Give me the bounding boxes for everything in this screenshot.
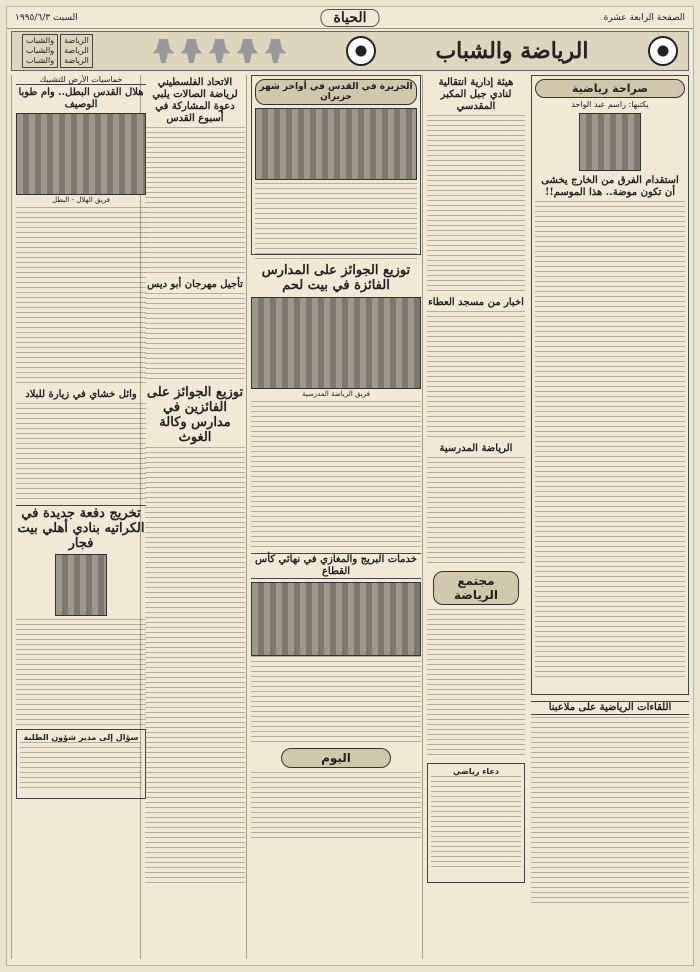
football-icon <box>346 36 376 66</box>
newspaper-page <box>6 6 694 966</box>
community-body <box>427 609 525 759</box>
karate-headline: تخريج دفعة جديدة في الكراتيه بنادي أهلي بيت فجار <box>17 506 145 551</box>
hilal-quds-headline: هلال القدس البطل.. وام طوبا الوصيف <box>18 87 144 110</box>
prayer-title: دعاء رياضي <box>453 767 499 776</box>
section-banner <box>11 31 689 71</box>
runner-icon <box>208 39 230 63</box>
index-box-right <box>60 34 93 68</box>
jazeera-body <box>255 183 417 263</box>
community-badge: مجتمع الرياضة <box>433 571 519 605</box>
unrwa-schools-body <box>145 447 245 887</box>
jazeera-team-photo <box>255 108 417 180</box>
karate-photo <box>55 554 107 616</box>
bureij-team-photo <box>251 582 421 656</box>
runner-icon <box>236 39 258 63</box>
question-box <box>16 729 146 799</box>
index-entry: الرياضة <box>64 46 89 55</box>
index-box-left <box>22 34 58 68</box>
column-title: صراحة رياضية <box>535 79 685 98</box>
opinion-headline: استقدام الفرق من الخارج يخشى أن تكون موضة.. هذا الموسم!! <box>541 175 679 198</box>
jabal-mukaber-headline: هيئة إدارية انتقالية لنادي جبل المكبر المقدسي <box>438 77 514 112</box>
question-body <box>20 742 142 790</box>
bureij-maghazi-headline: خدمات البريج والمغازي في نهائي كأس القطاع <box>251 553 421 579</box>
page-label: الصفحة الرابعة عشرة <box>603 12 685 23</box>
athletes-illustration <box>152 39 286 63</box>
opinion-box <box>531 75 689 695</box>
column-center <box>246 75 421 959</box>
hilal-body <box>16 207 146 387</box>
runner-icon <box>152 39 174 63</box>
football-icon <box>648 36 678 66</box>
index-entry: الرياضة <box>64 36 89 45</box>
index-entry: والشباب <box>26 36 55 45</box>
section-index <box>22 34 93 68</box>
today-body <box>251 772 421 842</box>
section-title: الرياضة والشباب <box>435 38 589 64</box>
tournament-label: خماسيات الأرض للتشبيك <box>16 75 146 85</box>
question-title: سؤال إلى مدير شؤون الطلبة <box>23 733 139 742</box>
jazeera-box <box>251 75 421 255</box>
bethlehem-schools-headline: توزيع الجوائز على المدارس الفائزة في بيت لحم <box>261 263 411 293</box>
jazeera-title: الجزيرة في القدس في أواخر شهر حزيران <box>255 79 417 105</box>
abu-dis-headline: تأجيل مهرجان أبو ديس <box>147 279 243 290</box>
opinion-body-text <box>535 201 685 681</box>
column-news-2 <box>140 75 245 959</box>
index-entry: الرياضة <box>64 56 89 65</box>
school-sports-heading: الرياضة المدرسية <box>439 443 513 454</box>
fixtures-body-text <box>531 717 689 907</box>
today-badge: اليوم <box>281 748 391 768</box>
byline: يكتبها: راسم عبد الواحد <box>571 100 649 109</box>
hilal-photo-caption: فريق الهلال - البطل <box>52 196 110 204</box>
hilal-team-photo <box>16 113 146 195</box>
fixtures-heading: اللقاءات الرياضية على ملاعبنا <box>531 701 689 715</box>
school-sports-body <box>427 457 525 567</box>
wael-khashai-headline: وائل خشاي في زيارة للبلاد <box>25 389 137 400</box>
column-opinion <box>531 75 689 959</box>
index-entry: والشباب <box>26 46 55 55</box>
futsal-federation-headline: الاتحاد الفلسطيني لرياضة الصالات يلبي دعوة المشاركة في أسبوع القدس <box>152 77 238 124</box>
wael-khashai-body <box>16 403 146 503</box>
index-entry: والشباب <box>26 56 55 65</box>
jabal-mukaber-body <box>427 115 525 295</box>
futsal-federation-body <box>145 127 245 277</box>
schools-team-photo <box>251 297 421 389</box>
ataa-mosque-body <box>427 311 525 441</box>
prayer-body <box>431 776 521 871</box>
schools-body <box>251 401 421 551</box>
masthead-logo: الحياة <box>320 9 379 27</box>
abu-dis-body <box>145 293 245 383</box>
runner-icon <box>264 39 286 63</box>
bureij-body <box>251 656 421 744</box>
column-news-1 <box>422 75 525 959</box>
karate-body <box>16 619 146 729</box>
issue-date: السبت ١٩٩٥/٦/٣ <box>15 12 78 23</box>
prayer-box <box>427 763 525 883</box>
column-left <box>11 75 146 959</box>
top-strip <box>7 7 693 29</box>
schools-photo-caption: فريق الرياضة المدرسية <box>301 390 371 398</box>
author-photo <box>579 113 641 171</box>
unrwa-schools-headline: توزيع الجوائز على الفائزين في مدارس وكالة الغوث <box>146 385 244 445</box>
runner-icon <box>180 39 202 63</box>
ataa-mosque-headline: اخبار من مسجد العطاء <box>428 297 524 308</box>
